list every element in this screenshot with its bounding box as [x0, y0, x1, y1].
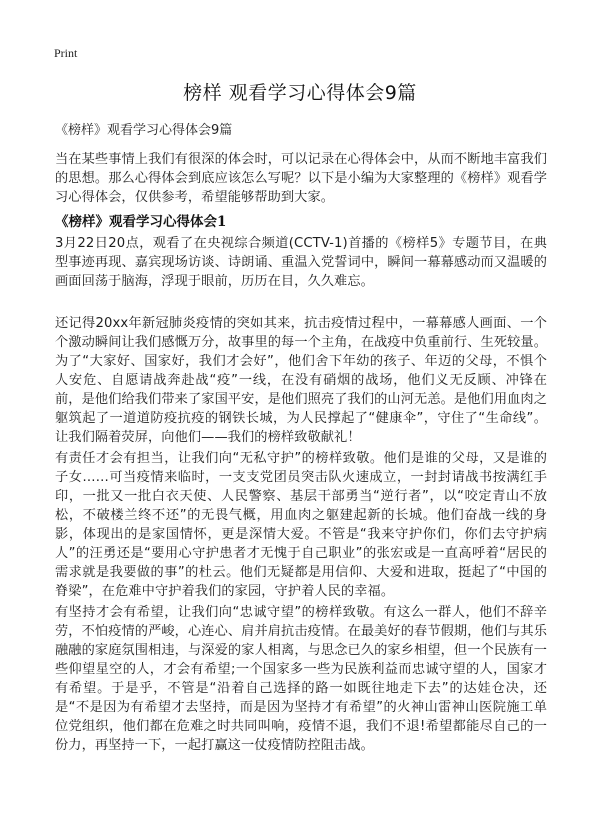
intro-paragraph: 当在某些事情上我们有很深的体会时，可以记录在心得体会中，从而不断地丰富我们的思想。那么心得体会到底应该怎么写呢？以下是小编为大家整理的《榜样》观看学习心得体会，仅供参考，希望能够帮助到大家。	[55, 152, 547, 205]
section-heading: 《榜样》观看学习心得体会1	[55, 214, 227, 230]
body-paragraph-3: 有责任才会有担当，让我们向“无私守护”的榜样致敬。他们是谁的父母，又是谁的子女……可当疫情来临时，一支支党团员突击队火速成立，一封封请战书按满红手印，一批又一批白衣天使、人民警察、基层干部勇当“逆行者”，以“咬定青山不放松，不破楼兰终不还”的无畏气概，用血肉之躯建起新的长城。他们奋战一线的身影，体现出的是家国情怀，更是深情大爱。不管是“我来守护你们，你们去守护病人”的汪勇还是“要用心守护患者才无愧于自己职业”的张宏或是一直高呼着“居民的需求就是我要做的事”的杜云。他们无疑都是用信仰、大爱和进取，挺起了“中国的脊梁”，在危难中守护着我们的家园，守护着人民的幸福。	[55, 451, 547, 599]
print-label: Print	[54, 46, 78, 60]
document-subtitle: 《榜样》观看学习心得体会9篇	[55, 123, 233, 138]
body-paragraph-2: 还记得20xx年新冠肺炎疫情的突如其来，抗击疫情过程中，一幕幕感人画面、一个个激动瞬间让我们感慨万分，故事里的每一个主角，在战疫中负重前行、生死较量。为了“大家好、国家好，我们才会好”，他们舍下年幼的孩子、年迈的父母，不惧个人安危、自愿请战奔赴战“疫”一线，在没有硝烟的战场，他们义无反顾、冲锋在前，是他们给我们带来了家国平安，是他们照亮了我们的山河无恙。是他们用血肉之躯筑起了一道道防疫抗疫的钢铁长城，为人民撑起了“健康伞”，守住了“生命线”。让我们隔着荧屏，向他们——我们的榜样致敬献礼！	[55, 316, 547, 445]
body-paragraph-4: 有坚持才会有希望，让我们向“忠诚守望”的榜样致敬。有这么一群人，他们不辞辛劳，不怕疫情的严峻，心连心、肩并肩抗击疫情。在最美好的春节假期，他们与其乐融融的家庭氛围相违，与深爱的家人相离，与思念已久的家乡相望，但一个民族有一些仰望星空的人，才会有希望;一个国家多一些为民族利益而忠诚守望的人，国家才有希望。于是乎，不管是“沿着自己选择的路一如既往地走下去”的达娃仓决，还是“不是因为有希望才去坚持，而是因为坚持才有希望”的火神山雷神山医院施工单位党组织，他们都在危难之时共同叫响，疫情不退，我们不退!希望都能尽自己的一份力，再坚持一下，一起打赢这一仗疫情防控阻击战。	[55, 605, 547, 753]
body-paragraph-1: 3月22日20点，观看了在央视综合频道(CCTV-1)首播的《榜样5》专题节目，在典型事迹再现、嘉宾现场访谈、诗朗诵、重温入党誓词中，瞬间一幕幕感动而又温暖的画面回荡于脑海，浮现于眼前，历历在目，久久难忘。	[55, 236, 547, 289]
document-title: 榜样 观看学习心得体会9篇	[183, 82, 417, 104]
